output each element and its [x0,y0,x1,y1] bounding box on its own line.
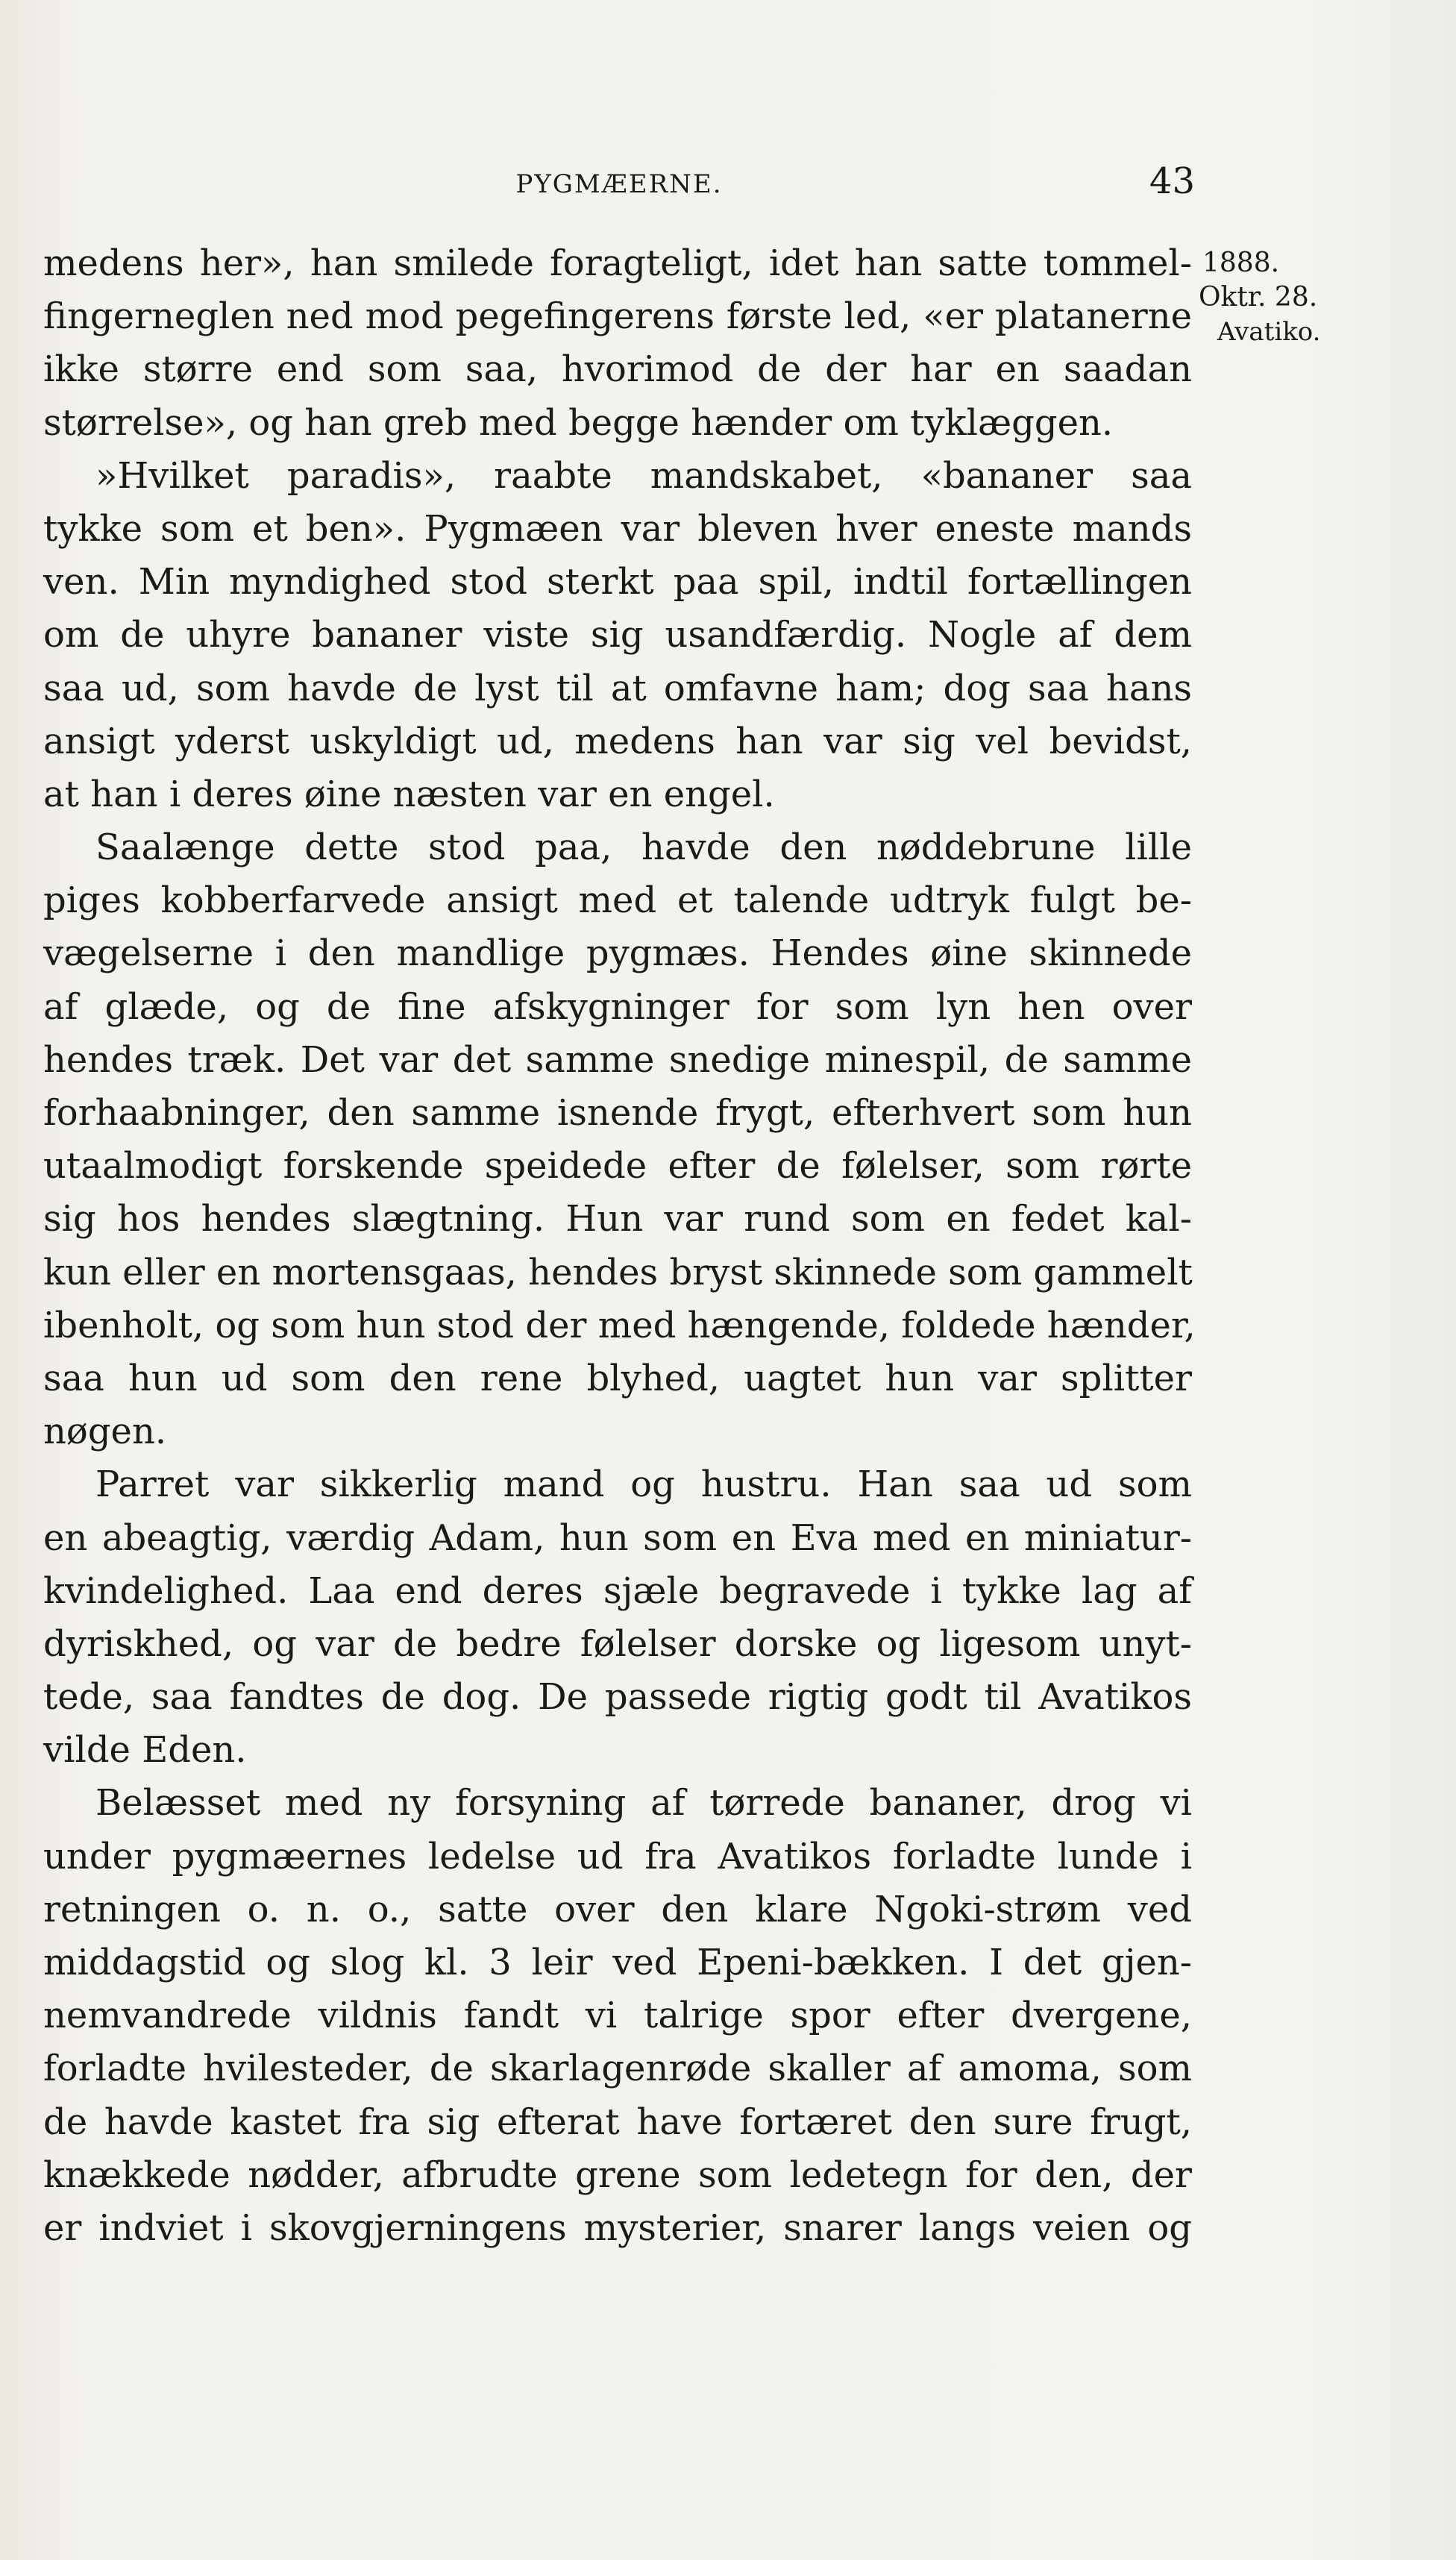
text-line: er indviet i skovgjerningens mysterier, snarer langs veien og [43,2206,1192,2249]
text-line: »Hvilket paradis», raabte mandskabet, «bananer saa [95,454,1192,497]
text-line: middagstid og slog kl. 3 leir ved Epeni-bækken. I det gjen- [43,1942,1192,1983]
text-line: af glæde, og de fine afskygninger for som lyn hen over [43,985,1192,1028]
margin-note-place: Avatiko. [1217,317,1321,347]
text-line: Parret var sikkerlig mand og hustru. Han saa ud som [95,1463,1192,1506]
page-number: 43 [1149,160,1195,202]
text-line: Saalænge dette stod paa, havde den nøddebrune lille [95,826,1192,869]
text-line: saa ud, som havde de lyst til at omfavne ham; dog saa hans [43,667,1192,709]
text-line: medens her», han smilede foragteligt, idet han satte tommel- [43,242,1192,284]
body-text [43,237,1196,2255]
text-line: forladte hvilesteder, de skarlagenrøde skaller af amoma, som [43,2048,1192,2090]
text-line: ansigt yderst uskyldigt ud, medens han var sig vel bevidst, [43,720,1192,762]
text-line: fingerneglen ned mod pegefingerens første led, «er platanerne [43,295,1192,338]
text-line: forhaabninger, den samme isnende frygt, efterhvert som hun [43,1092,1192,1134]
margin-note [1199,246,1352,349]
text-line: hendes træk. Det var det samme snedige minespil, de samme [43,1038,1192,1081]
margin-note-year: 1888. [1202,248,1280,278]
text-line: de havde kastet fra sig efterat have fortæret den sure frugt, [43,2101,1192,2143]
text-line: utaalmodigt forskende speidede efter de følelser, som rørte [43,1145,1192,1188]
text-line: om de uhyre bananer viste sig usandfærdig. Nogle af dem [43,614,1192,656]
text-line: størrelse», og han greb med begge hænder om tyklæggen. [43,401,1114,444]
text-line: nemvandrede vildnis fandt vi talrige spor efter dvergene, [43,1995,1192,2037]
text-line: nøgen. [43,1411,167,1453]
text-line: retningen o. n. o., satte over den klare Ngoki-strøm ved [43,1888,1192,1930]
running-title: PYGMÆERNE. [515,169,723,199]
text-line: vilde Eden. [43,1729,247,1772]
text-line: kvindelighed. Laa end deres sjæle begravede i tykke lag af [43,1569,1192,1612]
text-line: knækkede nødder, afbrudte grene som ledetegn for den, der [43,2153,1192,2196]
text-line: under pygmæernes ledelse ud fra Avatikos forladte lunde i [43,1835,1192,1877]
text-line: at han i deres øine næsten var en engel. [43,773,775,815]
text-line: piges kobberfarvede ansigt med et talende udtryk fulgt be- [43,879,1192,922]
running-head [45,160,1193,205]
text-line: saa hun ud som den rene blyhed, uagtet hun var splitter [43,1357,1192,1399]
text-line: vægelserne i den mandlige pygmæs. Hendes øine skinnede [43,932,1192,975]
text-line: tykke som et ben». Pygmæen var bleven hver eneste mands [43,507,1192,550]
text-line: kun eller en mortensgaas, hendes bryst skinnede som gammelt [43,1251,1193,1293]
text-line: en abeagtig, værdig Adam, hun som en Eva med en miniatur- [43,1516,1192,1559]
text-line: ikke større end som saa, hvorimod de der har en saadan [43,348,1192,391]
text-line: Belæsset med ny forsyning af tørrede bananer, drog vi [95,1782,1192,1825]
text-line: ibenholt, og som hun stod der med hængende, foldede hænder, [43,1304,1196,1346]
text-line: tede, saa fandtes de dog. De passede rigtig godt til Avatikos [43,1676,1192,1719]
margin-note-date: Oktr. 28. [1199,282,1318,313]
text-line: sig hos hendes slægtning. Hun var rund som en fedet kal- [43,1198,1192,1240]
text-line: dyriskhed, og var de bedre følelser dorske og ligesom unyt- [43,1622,1192,1665]
text-line: ven. Min myndighed stod sterkt paa spil, indtil fortællingen [43,561,1192,603]
